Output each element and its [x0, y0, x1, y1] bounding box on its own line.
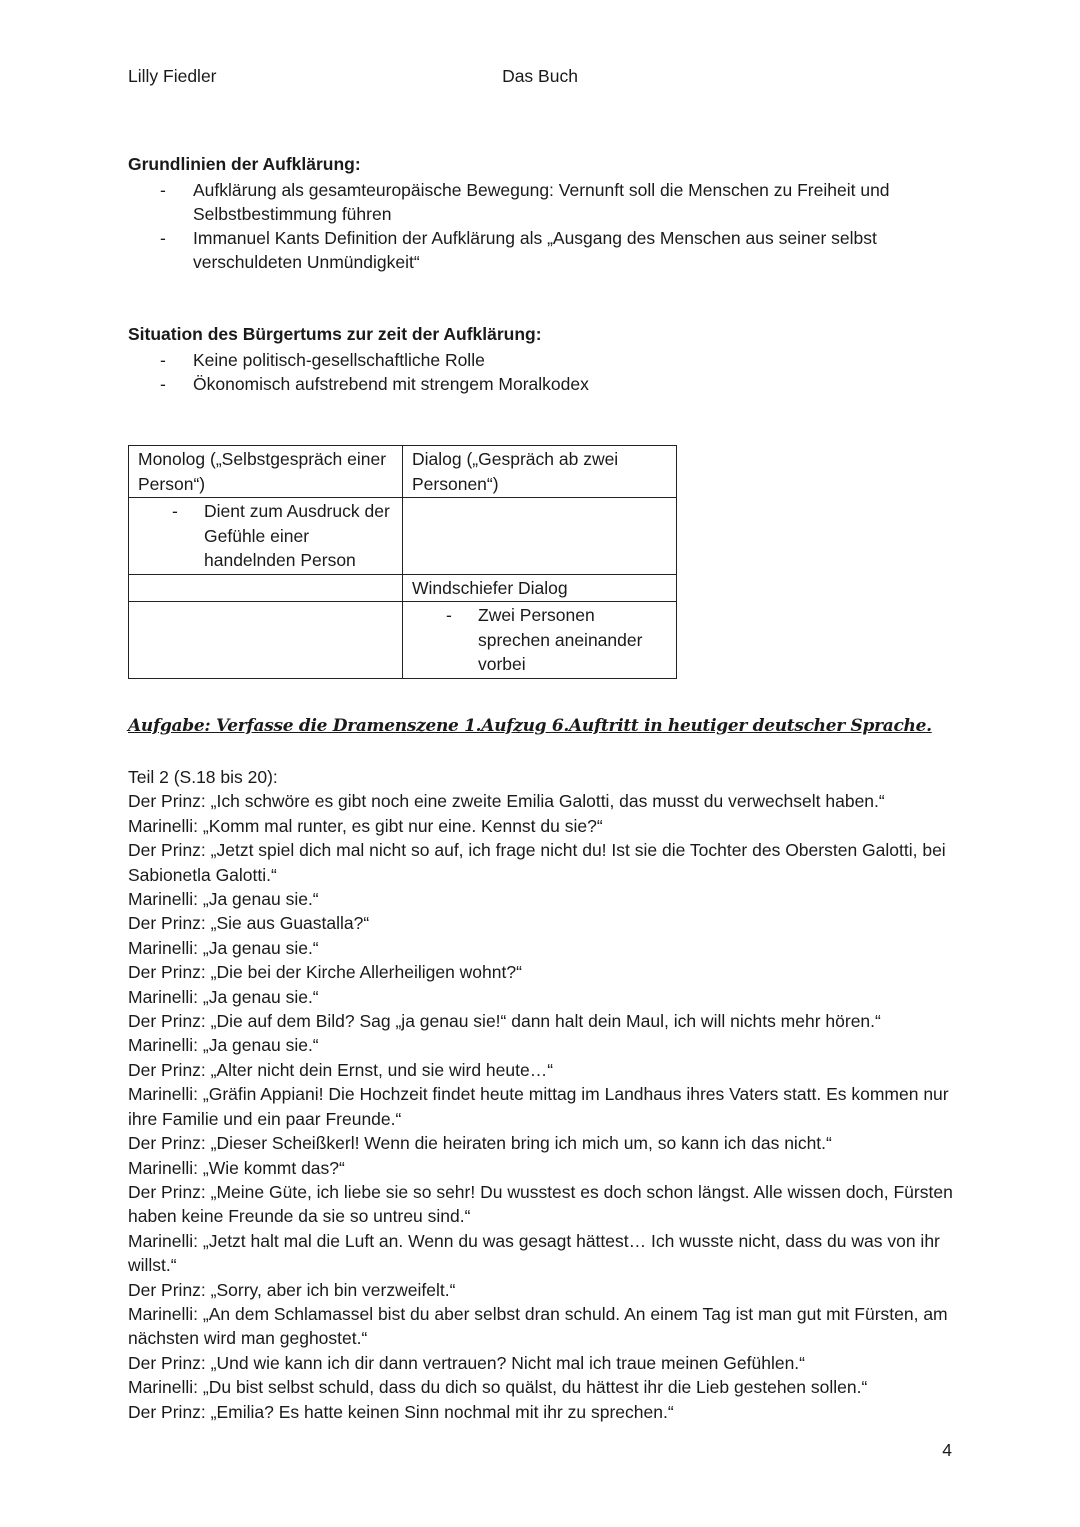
dialog-line: Der Prinz: „Alter nicht dein Ernst, und sie wird heute…“: [128, 1059, 554, 1080]
dialog-line: Der Prinz: „Sorry, aber ich bin verzweifelt.“: [128, 1279, 456, 1300]
section-heading-buergertum: Situation des Bürgertums zur zeit der Aufklärung:: [128, 324, 542, 344]
dialog-line: Marinelli: „An dem Schlamassel bist du aber selbst dran schuld. An einem Tag ist man gut mit Fürsten, am nächsten wird man geghostet.“: [128, 1303, 948, 1349]
table-cell: [129, 574, 403, 602]
dialog-line: Der Prinz: „Meine Güte, ich liebe sie so sehr! Du wusstest es doch schon längst. Alle wissen doch, Fürsten haben keine Freunde da sie so untreu sind.“: [128, 1181, 953, 1227]
table-cell-dialog-header: Dialog („Gespräch ab zwei Personen“): [403, 446, 677, 498]
dialog-line: Marinelli: „Jetzt halt mal die Luft an. Wenn du was gesagt hättest… Ich wusste nicht, dass du was von ihr willst.“: [128, 1230, 940, 1276]
dialog-line: Der Prinz: „Jetzt spiel dich mal nicht so auf, ich frage nicht du! Ist sie die Tochter des Obersten Galotti, bei Sabionetla Galotti.“: [128, 840, 946, 885]
dialog-line: Marinelli: „Komm mal runter, es gibt nur eine. Kennst du sie?“: [128, 815, 603, 836]
dialog-line: Marinelli: „Ja genau sie.“: [128, 889, 319, 910]
dialog-line: Marinelli: „Ja genau sie.“: [128, 1035, 319, 1056]
bullet-list-aufklaerung: [128, 178, 928, 274]
table-cell: Windschiefer Dialog: [403, 574, 677, 602]
header-author: Lilly Fiedler: [128, 66, 217, 86]
section-heading-aufklaerung: Grundlinien der Aufklärung:: [128, 154, 361, 174]
header-title: Das Buch: [502, 66, 578, 86]
list-item: - Immanuel Kants Definition der Aufklärung als „Ausgang des Menschen aus seiner selbst verschuldeten Unmündigkeit“: [128, 226, 928, 274]
list-item: - Ökonomisch aufstrebend mit strengem Moralkodex: [128, 372, 928, 396]
table-row: [129, 574, 677, 602]
dialog-line: Der Prinz: „Ich schwöre es gibt noch eine zweite Emilia Galotti, das musst du verwechselt haben.“: [128, 791, 885, 812]
dialog-line: Teil 2 (S.18 bis 20):: [128, 767, 278, 787]
table-cell: [129, 498, 403, 575]
dialog-line: Marinelli: „Du bist selbst schuld, dass du dich so quälst, du hättest ihr die Lieb gestehen sollen.“: [128, 1377, 868, 1398]
table-row: [129, 498, 677, 575]
table-bullet: - Dient zum Ausdruck der Gefühle einer handelnden Person: [138, 499, 393, 573]
monolog-dialog-table: [128, 445, 677, 679]
dialog-line: Marinelli: „Wie kommt das?“: [128, 1157, 345, 1178]
dialog-line: Marinelli: „Ja genau sie.“: [128, 986, 319, 1007]
task-heading: Aufgabe: Verfasse die Dramenszene 1.Aufzug 6.Auftritt in heutiger deutscher Sprache.: [128, 716, 932, 736]
page-number: 4: [942, 1440, 952, 1460]
table-cell-monolog-header: Monolog („Selbstgespräch einer Person“): [129, 446, 403, 498]
table-cell: [129, 602, 403, 679]
list-item: - Keine politisch-gesellschaftliche Rolle: [128, 348, 928, 372]
table-cell: [403, 498, 677, 575]
dialog-line: Der Prinz: „Und wie kann ich dir dann vertrauen? Nicht mal ich traue meinen Gefühlen.“: [128, 1352, 805, 1373]
dialog-line: Der Prinz: „Dieser Scheißkerl! Wenn die heiraten bring ich mich um, so kann ich das nicht.“: [128, 1133, 832, 1154]
table-row: [129, 446, 677, 498]
dialog-text: [128, 765, 958, 1424]
bullet-list-buergertum: [128, 348, 928, 396]
dialog-line: Marinelli: „Gräfin Appiani! Die Hochzeit findet heute mittag im Landhaus ihres Vaters statt. Es kommen nur ihre Familie und ein paar Freunde.“: [128, 1084, 949, 1129]
dialog-line: Marinelli: „Ja genau sie.“: [128, 937, 319, 958]
dialog-line: Der Prinz: „Die auf dem Bild? Sag „ja genau sie!“ dann halt dein Maul, ich will nichts mehr hören.“: [128, 1011, 881, 1032]
table-row: [129, 602, 677, 679]
table-bullet: - Zwei Personen sprechen aneinander vorbei: [412, 603, 667, 677]
dialog-line: Der Prinz: „Emilia? Es hatte keinen Sinn nochmal mit ihr zu sprechen.“: [128, 1401, 674, 1422]
table-cell: [403, 602, 677, 679]
dialog-line: Der Prinz: „Die bei der Kirche Allerheiligen wohnt?“: [128, 962, 522, 983]
dialog-line: Der Prinz: „Sie aus Guastalla?“: [128, 913, 370, 934]
list-item: - Aufklärung als gesamteuropäische Bewegung: Vernunft soll die Menschen zu Freiheit und Selbstbestimmung führen: [128, 178, 928, 226]
